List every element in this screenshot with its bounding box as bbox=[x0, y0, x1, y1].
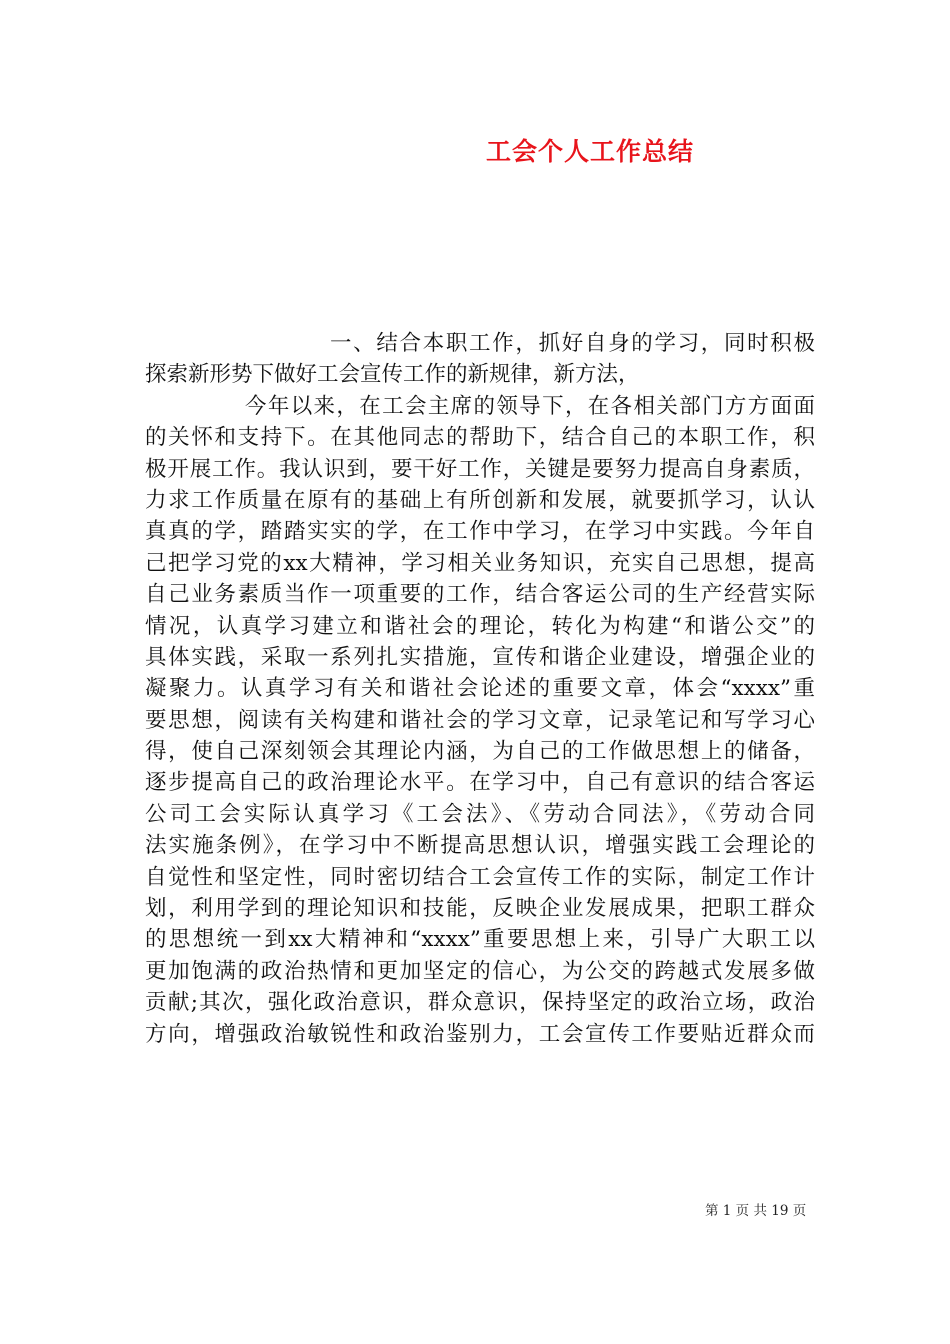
text-line: 今年以来，在工会主席的领导下，在各相关部门方方面面 bbox=[245, 393, 815, 419]
text-line: 真真的学，踏踏实实的学，在工作中学习，在学习中实践。今年自 bbox=[145, 519, 815, 545]
text-line: 探索新形势下做好工会宣传工作的新规律，新方法， bbox=[145, 362, 640, 388]
text-line: 法实施条例》，在学习中不断提高思想认识，增强实践工会理论的 bbox=[145, 833, 815, 859]
text-line: 凝聚力。认真学习有关和谐社会论述的重要文章，体会“xxxx”重 bbox=[145, 676, 815, 702]
text-line: 贡献;其次，强化政治意识，群众意识，保持坚定的政治立场，政治 bbox=[145, 990, 815, 1016]
text-line: 自觉性和坚定性，同时密切结合工会宣传工作的实际，制定工作计 bbox=[145, 864, 815, 890]
text-line: 更加饱满的政治热情和更加坚定的信心，为公交的跨越式发展多做 bbox=[145, 958, 815, 984]
text-line: 要思想，阅读有关构建和谐社会的学习文章，记录笔记和写学习心 bbox=[145, 707, 815, 733]
text-line: 的关怀和支持下。在其他同志的帮助下，结合自己的本职工作，积 bbox=[145, 425, 815, 451]
text-line: 方向，增强政治敏锐性和政治鉴别力，工会宣传工作要贴近群众而 bbox=[145, 1021, 815, 1047]
page-title: 工会个人工作总结 bbox=[485, 137, 694, 166]
paragraph-2 bbox=[145, 391, 815, 1050]
text-line: 极开展工作。我认识到，要干好工作，关键是要努力提高自身素质， bbox=[145, 456, 815, 482]
text-line: 公司工会实际认真学习《工会法》、《劳动合同法》，《劳动合同 bbox=[145, 801, 815, 827]
text-line: 一、结合本职工作，抓好自身的学习，同时积极 bbox=[330, 331, 815, 356]
text-line: 划，利用学到的理论知识和技能，反映企业发展成果，把职工群众 bbox=[145, 896, 815, 922]
paragraph-1 bbox=[145, 328, 815, 391]
text-line: 力求工作质量在原有的基础上有所创新和发展，就要抓学习，认认 bbox=[145, 487, 815, 513]
text-line: 得，使自己深刻领会其理论内涵，为自己的工作做思想上的储备， bbox=[145, 739, 815, 765]
text-line: 的思想统一到xx大精神和“xxxx”重要思想上来，引导广大职工以 bbox=[145, 927, 815, 953]
text-line: 自己业务素质当作一项重要的工作，结合客运公司的生产经营实际 bbox=[145, 582, 815, 608]
document-body bbox=[145, 328, 815, 1050]
text-line: 逐步提高自己的政治理论水平。在学习中，自己有意识的结合客运 bbox=[145, 770, 815, 796]
page-number-footer: 第 1 页 共 19 页 bbox=[705, 1203, 807, 1219]
text-line: 情况，认真学习建立和谐社会的理论，转化为构建“和谐公交”的 bbox=[145, 613, 815, 639]
text-line: 己把学习党的xx大精神，学习相关业务知识，充实自己思想，提高 bbox=[145, 550, 815, 576]
text-line: 具体实践，采取一系列扎实措施，宣传和谐企业建设，增强企业的 bbox=[145, 644, 815, 670]
